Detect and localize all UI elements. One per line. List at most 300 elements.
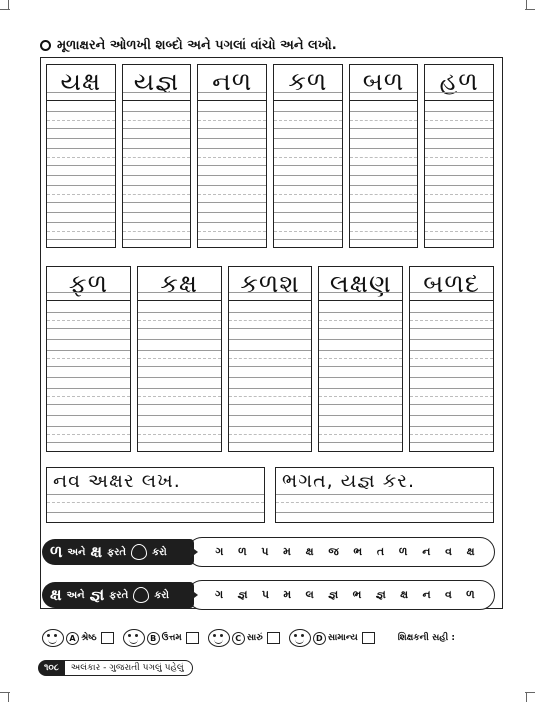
guide-line	[274, 194, 342, 195]
word-cell	[228, 266, 313, 452]
guide-line	[350, 239, 418, 240]
letter-sequence-1	[187, 537, 495, 567]
sequence-letter[interactable]: ળ	[238, 545, 247, 558]
guide-line	[410, 366, 493, 367]
guide-line	[274, 185, 342, 186]
model-word: કળશ	[240, 269, 300, 298]
guide-line	[198, 239, 266, 240]
grade-checkbox[interactable]	[362, 632, 375, 644]
guide-line	[138, 350, 221, 351]
guide-line	[47, 404, 130, 405]
word-cell	[137, 266, 222, 452]
guide-line	[274, 239, 342, 240]
model-word: કક્ષ	[160, 269, 199, 298]
guide-line	[47, 434, 130, 435]
guide-line	[350, 148, 418, 149]
sentence-1: નવ અક્ષર લખ.	[53, 470, 181, 492]
guide-line	[47, 494, 264, 495]
sequence-letter[interactable]: વ	[444, 588, 452, 601]
guide-line	[319, 328, 402, 329]
guide-line	[229, 366, 312, 367]
sequence-letter[interactable]: ન	[422, 588, 431, 601]
guide-line	[123, 231, 191, 232]
guide-line	[229, 339, 312, 340]
connector-text: અને	[66, 589, 85, 601]
guide-line	[319, 377, 402, 378]
guide-line	[123, 157, 191, 158]
guide-line	[319, 366, 402, 367]
guide-line	[229, 292, 312, 293]
guide-line	[47, 185, 115, 186]
guide-line	[123, 92, 191, 93]
guide-line	[410, 328, 493, 329]
guide-line	[229, 426, 312, 427]
guide-line	[138, 434, 221, 435]
sequence-letter[interactable]: ળ	[466, 588, 475, 601]
sequence-letter[interactable]: ગ	[215, 588, 224, 601]
guide-line	[229, 328, 312, 329]
guide-line	[274, 111, 342, 112]
guide-line	[123, 120, 191, 121]
practice-area[interactable]	[424, 100, 494, 248]
word-box	[424, 64, 494, 100]
guide-line	[274, 157, 342, 158]
model-word: ફળ	[68, 269, 109, 298]
guide-line	[47, 175, 115, 176]
guide-line	[138, 415, 221, 416]
guide-line	[47, 396, 130, 397]
guide-line	[198, 165, 266, 166]
word-box	[273, 64, 343, 100]
guide-line	[123, 185, 191, 186]
word-cell	[409, 266, 494, 452]
guide-line	[350, 175, 418, 176]
smiley-face-icon	[42, 629, 64, 647]
bullet-circle-icon	[40, 40, 51, 51]
guide-line	[47, 358, 130, 359]
crop-mark	[525, 692, 535, 693]
practice-area[interactable]	[228, 300, 313, 452]
teacher-signature-label: શિક્ષકની સહી :	[397, 633, 455, 643]
circle-exercise-1	[42, 537, 495, 567]
guide-line	[425, 231, 493, 232]
guide-line	[138, 426, 221, 427]
word-box	[318, 266, 403, 300]
model-word: યક્ષ	[60, 67, 102, 96]
guide-line	[123, 194, 191, 195]
grade-checkbox[interactable]	[186, 632, 199, 644]
model-word: બળ	[362, 67, 405, 96]
target-letter: ક્ષ	[90, 542, 103, 561]
sequence-letter[interactable]: લ	[305, 588, 314, 601]
grade-letter: B	[147, 632, 160, 645]
guide-line	[138, 396, 221, 397]
guide-line	[319, 312, 402, 313]
guide-line	[410, 377, 493, 378]
crop-mark	[8, 692, 9, 702]
sequence-letter[interactable]: જ્ઞ	[237, 588, 248, 601]
model-word: હળ	[439, 67, 479, 96]
word-box	[46, 266, 131, 300]
guide-line	[47, 350, 130, 351]
circle-exercise-2	[42, 580, 495, 610]
practice-area[interactable]	[46, 300, 131, 452]
grade-label: શ્રેષ્ઠ	[81, 633, 97, 643]
guide-line	[47, 512, 264, 513]
guide-line	[138, 388, 221, 389]
guide-line	[229, 320, 312, 321]
sequence-letter[interactable]: ક્ષ	[305, 545, 314, 558]
guide-line	[276, 502, 493, 503]
guide-line	[198, 120, 266, 121]
guide-line	[350, 92, 418, 93]
sentence-2: ભગત, યજ્ઞ કર.	[282, 470, 416, 492]
guide-line	[319, 388, 402, 389]
circle-icon	[131, 544, 147, 560]
sequence-letter[interactable]: મ	[283, 588, 292, 601]
guide-line	[319, 396, 402, 397]
arrow-icon	[190, 589, 198, 601]
practice-area[interactable]	[318, 300, 403, 452]
guide-line	[276, 512, 493, 513]
guide-line	[123, 175, 191, 176]
guide-line	[425, 157, 493, 158]
practice-area[interactable]	[273, 100, 343, 248]
guide-line	[229, 388, 312, 389]
sequence-letter[interactable]: ત	[376, 545, 385, 558]
guide-line	[123, 165, 191, 166]
connector-text: અને	[67, 546, 86, 558]
guide-line	[229, 442, 312, 443]
grading-bar	[42, 627, 502, 649]
sequence-letter[interactable]: જ્ઞ	[328, 588, 339, 601]
grade-label: ઉત્તમ	[161, 633, 182, 643]
grade-label: સારું	[246, 633, 263, 643]
practice-area[interactable]	[409, 300, 494, 452]
guide-line	[350, 138, 418, 139]
guide-line	[425, 148, 493, 149]
instruction-text: કરો	[152, 546, 167, 558]
word-cell	[349, 64, 419, 248]
instruction-text: મૂળાક્ષરને ઓળખી શબ્દો અને પગલાં વાંચો અને લખો.	[57, 38, 337, 53]
guide-line	[319, 434, 402, 435]
guide-line	[47, 194, 115, 195]
guide-line	[198, 138, 266, 139]
guide-line	[123, 111, 191, 112]
guide-line	[274, 165, 342, 166]
guide-line	[47, 157, 115, 158]
guide-line	[410, 350, 493, 351]
word-cell	[197, 64, 267, 248]
guide-line	[274, 231, 342, 232]
page-number: ૧૦૮	[38, 660, 65, 676]
guide-line	[198, 175, 266, 176]
sentence-box-2	[275, 467, 494, 523]
guide-line	[425, 239, 493, 240]
guide-line	[425, 120, 493, 121]
guide-line	[350, 185, 418, 186]
guide-line	[47, 222, 115, 223]
sequence-letter[interactable]: ક્ષ	[466, 545, 475, 558]
guide-line	[274, 120, 342, 121]
grade-checkbox[interactable]	[101, 632, 114, 644]
guide-line	[350, 202, 418, 203]
instruction-text: ફરતે	[107, 546, 127, 558]
guide-line	[47, 426, 130, 427]
guide-line	[350, 120, 418, 121]
word-box	[349, 64, 419, 100]
sequence-letter[interactable]: ન	[422, 545, 431, 558]
sequence-letter[interactable]: ભ	[353, 545, 363, 558]
guide-line	[47, 320, 130, 321]
guide-line	[47, 312, 130, 313]
guide-line	[229, 434, 312, 435]
guide-line	[319, 426, 402, 427]
word-cell	[46, 266, 131, 452]
guide-line	[319, 415, 402, 416]
guide-line	[198, 157, 266, 158]
guide-line	[410, 426, 493, 427]
target-letter: જ્ઞ	[89, 585, 105, 604]
guide-line	[47, 239, 115, 240]
guide-line	[123, 148, 191, 149]
grade-letter: A	[66, 632, 79, 645]
guide-line	[274, 148, 342, 149]
sequence-letter[interactable]: પ	[261, 588, 270, 601]
guide-line	[274, 138, 342, 139]
guide-line	[123, 222, 191, 223]
guide-line	[198, 231, 266, 232]
sequence-letter[interactable]: ક્ષ	[400, 588, 409, 601]
guide-line	[198, 148, 266, 149]
guide-line	[229, 377, 312, 378]
guide-line	[274, 92, 342, 93]
smiley-face-icon	[123, 629, 145, 647]
word-box	[228, 266, 313, 300]
guide-line	[425, 222, 493, 223]
guide-line	[138, 312, 221, 313]
guide-line	[138, 377, 221, 378]
guide-line	[198, 222, 266, 223]
guide-line	[319, 339, 402, 340]
guide-line	[123, 202, 191, 203]
target-letter: ળ	[50, 542, 63, 561]
guide-line	[123, 128, 191, 129]
word-box	[137, 266, 222, 300]
target-letter: ક્ષ	[50, 585, 62, 604]
circle-icon	[133, 587, 149, 603]
crop-mark	[0, 692, 10, 693]
guide-line	[350, 128, 418, 129]
guide-line	[274, 212, 342, 213]
guide-line	[47, 212, 115, 213]
model-word: નળ	[212, 67, 253, 96]
guide-line	[47, 231, 115, 232]
grade-c	[208, 629, 280, 647]
guide-line	[47, 415, 130, 416]
guide-line	[198, 128, 266, 129]
practice-area[interactable]	[122, 100, 192, 248]
guide-line	[229, 358, 312, 359]
guide-line	[350, 111, 418, 112]
guide-line	[47, 388, 130, 389]
crop-mark	[526, 692, 527, 702]
guide-line	[425, 92, 493, 93]
guide-line	[410, 292, 493, 293]
model-word: લક્ષણ	[329, 269, 392, 298]
book-title: અલંકાર - ગુજરાતી પગલું પહેલું	[65, 660, 193, 676]
practice-area[interactable]	[46, 100, 116, 248]
guide-line	[425, 138, 493, 139]
exercise-2-label	[42, 582, 194, 608]
guide-line	[410, 339, 493, 340]
guide-line	[138, 358, 221, 359]
guide-line	[410, 388, 493, 389]
guide-line	[123, 212, 191, 213]
guide-line	[274, 222, 342, 223]
grade-letter: D	[313, 632, 326, 645]
word-cell	[273, 64, 343, 248]
guide-line	[138, 339, 221, 340]
guide-line	[138, 404, 221, 405]
guide-line	[198, 185, 266, 186]
guide-line	[229, 396, 312, 397]
practice-area[interactable]	[349, 100, 419, 248]
guide-line	[138, 328, 221, 329]
guide-line	[123, 239, 191, 240]
guide-line	[425, 202, 493, 203]
guide-line	[138, 320, 221, 321]
guide-line	[410, 434, 493, 435]
word-cell	[122, 64, 192, 248]
guide-line	[47, 148, 115, 149]
grade-label: સામાન્ય	[327, 633, 358, 643]
word-cell	[318, 266, 403, 452]
smiley-face-icon	[289, 629, 311, 647]
guide-line	[350, 165, 418, 166]
word-box	[197, 64, 267, 100]
model-word: કળ	[288, 67, 328, 96]
guide-line	[410, 312, 493, 313]
guide-line	[410, 442, 493, 443]
grade-b	[123, 629, 199, 647]
sequence-letter[interactable]: વ	[445, 545, 452, 558]
guide-line	[47, 377, 130, 378]
guide-line	[47, 111, 115, 112]
guide-line	[350, 212, 418, 213]
guide-line	[425, 111, 493, 112]
guide-line	[410, 358, 493, 359]
guide-line	[138, 292, 221, 293]
guide-line	[47, 165, 115, 166]
sentence-box-1	[46, 467, 265, 523]
arrow-icon	[190, 546, 198, 558]
practice-area[interactable]	[197, 100, 267, 248]
guide-line	[198, 194, 266, 195]
model-word: બળદ	[423, 269, 480, 298]
guide-line	[198, 111, 266, 112]
guide-line	[198, 212, 266, 213]
guide-line	[47, 120, 115, 121]
sequence-letter[interactable]: પ	[261, 545, 269, 558]
guide-line	[229, 404, 312, 405]
guide-line	[425, 212, 493, 213]
grade-checkbox[interactable]	[267, 632, 280, 644]
guide-line	[319, 358, 402, 359]
guide-line	[229, 415, 312, 416]
instruction-text: ફરતે	[109, 589, 129, 601]
guide-line	[198, 202, 266, 203]
guide-line	[274, 175, 342, 176]
guide-line	[274, 128, 342, 129]
guide-line	[319, 292, 402, 293]
sequence-letter[interactable]: મ	[283, 545, 291, 558]
letter-sequence-2	[187, 580, 495, 610]
guide-line	[425, 165, 493, 166]
word-box	[122, 64, 192, 100]
practice-area[interactable]	[137, 300, 222, 452]
guide-line	[229, 350, 312, 351]
guide-line	[229, 312, 312, 313]
grade-d	[289, 629, 375, 647]
guide-line	[425, 128, 493, 129]
word-box	[409, 266, 494, 300]
guide-line	[425, 175, 493, 176]
instruction-text: કરો	[154, 589, 169, 601]
sequence-letter[interactable]: ળ	[398, 545, 408, 558]
guide-line	[410, 404, 493, 405]
guide-line	[319, 350, 402, 351]
guide-line	[319, 442, 402, 443]
guide-line	[410, 415, 493, 416]
guide-line	[47, 92, 115, 93]
word-cell	[46, 64, 116, 248]
guide-line	[138, 442, 221, 443]
guide-line	[123, 138, 191, 139]
sequence-letter[interactable]: જ્ઞ	[375, 588, 386, 601]
guide-line	[425, 185, 493, 186]
guide-line	[350, 194, 418, 195]
word-box	[46, 64, 116, 100]
sequence-letter[interactable]: ભ	[352, 588, 362, 601]
guide-line	[350, 157, 418, 158]
guide-line	[425, 194, 493, 195]
guide-line	[47, 442, 130, 443]
guide-line	[350, 231, 418, 232]
word-cell	[424, 64, 494, 248]
guide-line	[319, 404, 402, 405]
guide-line	[410, 396, 493, 397]
guide-line	[410, 320, 493, 321]
guide-line	[350, 222, 418, 223]
sequence-letter[interactable]: જ	[328, 545, 339, 558]
guide-line	[47, 339, 130, 340]
guide-line	[47, 128, 115, 129]
guide-line	[47, 328, 130, 329]
model-word: યજ્ઞ	[133, 67, 180, 96]
guide-line	[274, 202, 342, 203]
guide-line	[47, 502, 264, 503]
guide-line	[276, 494, 493, 495]
crop-mark	[0, 9, 10, 10]
guide-line	[198, 92, 266, 93]
sequence-letter[interactable]: ગ	[215, 545, 224, 558]
crop-mark	[525, 9, 535, 10]
smiley-face-icon	[208, 629, 230, 647]
instruction-heading	[40, 38, 337, 53]
grade-letter: C	[232, 632, 245, 645]
page-footer	[38, 660, 193, 676]
